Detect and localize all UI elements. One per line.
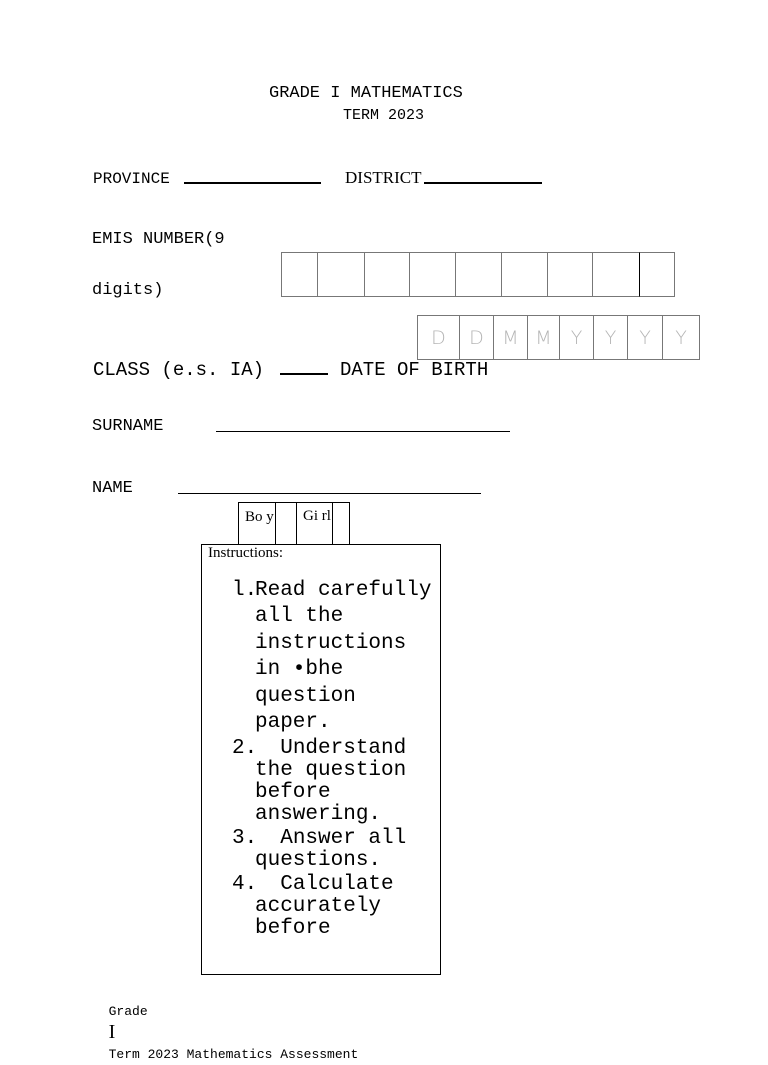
list-item-number: l. bbox=[232, 579, 258, 602]
list-item-text: Read carefully all the instructions in •bhe question paper. bbox=[255, 579, 432, 735]
dob-cell-month[interactable]: M bbox=[527, 315, 559, 360]
boy-label-cell: Bo y bbox=[238, 502, 275, 545]
district-label: DISTRICT bbox=[345, 168, 422, 187]
emis-digit-cell[interactable] bbox=[501, 252, 547, 297]
dob-grid bbox=[417, 315, 700, 360]
province-label: PROVINCE bbox=[93, 170, 170, 188]
dob-cell-day[interactable]: D bbox=[417, 315, 459, 360]
list-item-text: Understand the question before answering. bbox=[255, 737, 419, 827]
dob-cell-year[interactable]: Y bbox=[593, 315, 627, 360]
list-item-number: 3. bbox=[232, 827, 258, 851]
list-item bbox=[232, 738, 441, 826]
dob-cell-year[interactable]: Y bbox=[627, 315, 662, 360]
list-item-number: 4. bbox=[232, 873, 258, 897]
dob-cell-year[interactable]: Y bbox=[559, 315, 593, 360]
emis-digit-cell[interactable] bbox=[455, 252, 501, 297]
girl-label-cell: Gi rl bbox=[296, 502, 332, 545]
class-input-line[interactable] bbox=[280, 373, 328, 375]
emis-number-grid bbox=[281, 252, 675, 297]
list-item-number: 2. bbox=[232, 737, 258, 761]
emis-digit-cell[interactable] bbox=[364, 252, 409, 297]
page-title: GRADE I MATHEMATICS bbox=[269, 84, 463, 103]
dob-label: DATE OF BIRTH bbox=[340, 359, 489, 381]
emis-label-digits: digits) bbox=[92, 281, 164, 300]
emis-digit-cell[interactable] bbox=[281, 252, 317, 297]
footer-prefix: Grade bbox=[108, 1004, 148, 1019]
boy-checkbox[interactable] bbox=[275, 502, 296, 545]
emis-digit-cell[interactable] bbox=[547, 252, 592, 297]
district-input-line[interactable] bbox=[424, 182, 542, 184]
emis-digit-cell[interactable] bbox=[592, 252, 639, 297]
dob-cell-year[interactable]: Y bbox=[662, 315, 700, 360]
list-item-text: Answer all questions. bbox=[255, 827, 419, 873]
province-input-line[interactable] bbox=[184, 182, 321, 184]
surname-input-line[interactable] bbox=[216, 431, 510, 432]
list-item bbox=[232, 828, 441, 872]
name-label: NAME bbox=[92, 479, 133, 498]
name-input-line[interactable] bbox=[178, 493, 481, 494]
surname-label: SURNAME bbox=[92, 417, 164, 436]
emis-digit-cell[interactable] bbox=[409, 252, 455, 297]
class-label: CLASS (e.s. IA) bbox=[93, 359, 265, 381]
instructions-title: Instructions: bbox=[208, 545, 283, 561]
emis-label: EMIS NUMBER(9 bbox=[92, 230, 225, 249]
instructions-list bbox=[232, 578, 441, 942]
list-item bbox=[232, 578, 441, 736]
dob-cell-day[interactable]: D bbox=[459, 315, 493, 360]
gender-grid bbox=[238, 502, 350, 545]
girl-checkbox[interactable] bbox=[332, 502, 350, 545]
emis-digit-cell[interactable] bbox=[639, 252, 675, 297]
footer-grade: I bbox=[108, 1021, 116, 1043]
list-item bbox=[232, 874, 441, 940]
page-subtitle: TERM 2023 bbox=[343, 107, 425, 124]
emis-digit-cell[interactable] bbox=[317, 252, 364, 297]
dob-cell-month[interactable]: M bbox=[493, 315, 527, 360]
list-item-text: Calculate accurately before bbox=[255, 873, 407, 941]
instructions-box bbox=[201, 544, 441, 975]
footer-text: Term 2023 Mathematics Assessment bbox=[108, 1047, 359, 1062]
